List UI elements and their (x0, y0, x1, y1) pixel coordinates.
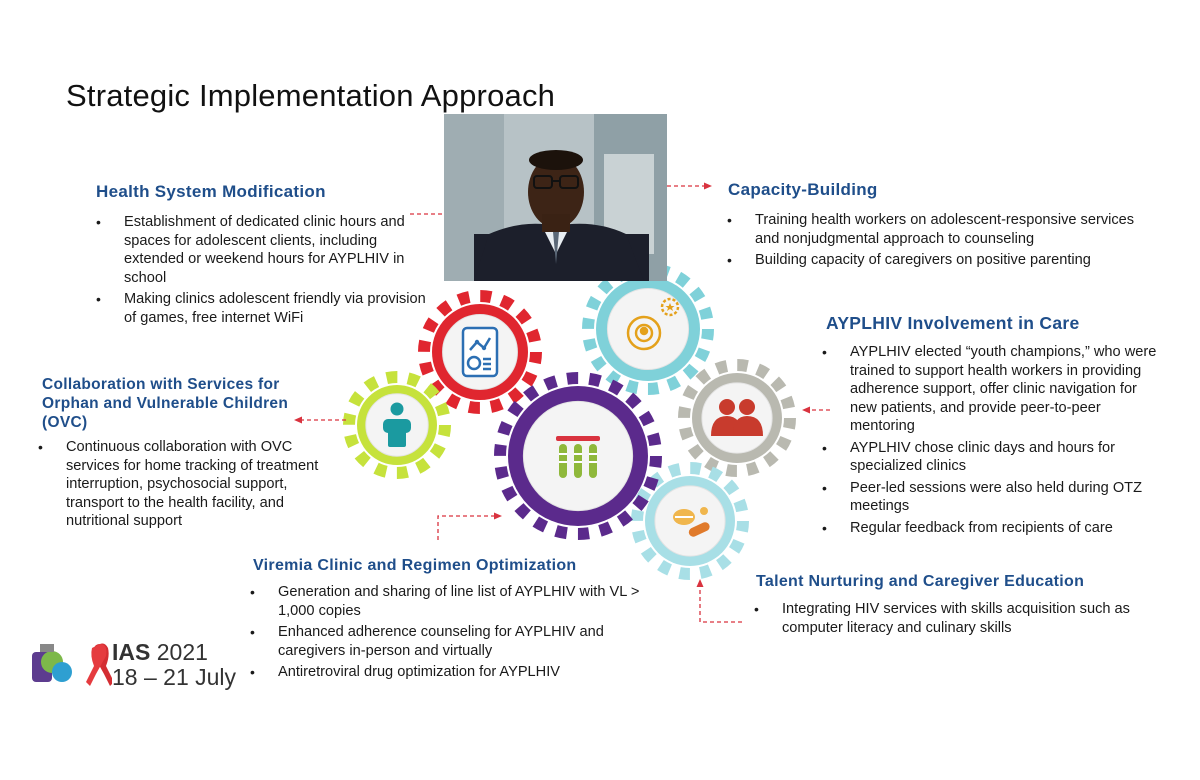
ribbon-icon (86, 644, 112, 687)
connector-vir (438, 516, 497, 540)
heading-health-system-modification: Health System Modification (96, 182, 326, 201)
heading-talent-nurturing: Talent Nurturing and Caregiver Education (756, 573, 1085, 590)
list-item: • Peer-led sessions were also held during OTZ meetings (822, 479, 1166, 516)
list-collaboration-ovc (38, 438, 338, 534)
arrowhead-tal (697, 579, 704, 587)
list-item: • Regular feedback from recipients of care (822, 519, 1166, 538)
arrowhead-inv (802, 407, 810, 414)
heading-collaboration-ovc: Collaboration with Services for Orphan and Vulnerable Children (OVC) (42, 376, 289, 431)
heading-viremia-clinic: Viremia Clinic and Regimen Optimization (253, 557, 577, 574)
arrowhead-cb (704, 183, 712, 190)
speaker-video (444, 114, 667, 281)
list-item: • Establishment of dedicated clinic hours and spaces for adolescent clients, including extended or weekend hours for AYPLHIV in school (96, 213, 430, 287)
gear-grey (684, 365, 790, 471)
list-item: • Antiretroviral drug optimization for AYPLHIV (250, 663, 670, 682)
speaker-image (444, 114, 667, 281)
list-item: • Integrating HIV services with skills acquisition such as computer literacy and culinary skills (754, 600, 1174, 637)
list-item: • Enhanced adherence counseling for AYPLHIV and caregivers in-person and virtually (250, 623, 670, 660)
list-item: • Building capacity of caregivers on positive parenting (727, 251, 1147, 270)
conference-name: IAS (112, 639, 151, 665)
list-ayplhiv-involvement (822, 343, 1166, 540)
list-health-system-modification (96, 213, 430, 330)
conference-label (112, 640, 236, 690)
conference-year: 2021 (156, 639, 208, 665)
connector-tal (700, 583, 742, 622)
list-item: • Continuous collaboration with OVC services for home tracking of treatment interruption, psychosocial support, transport to the health facility, and nutritional support (38, 438, 338, 531)
list-talent-nurturing (754, 600, 1174, 640)
page-title: Strategic Implementation Approach (66, 78, 556, 113)
list-capacity-building (727, 211, 1147, 273)
list-item: • AYPLHIV chose clinic days and hours for specialized clinics (822, 439, 1166, 476)
list-item: • AYPLHIV elected “youth champions,” who were trained to support health workers in providing adherence support, offer clinic navigation for new patients, and provide peer-to-peer mentoring (822, 343, 1166, 436)
heading-capacity-building: Capacity-Building (728, 180, 878, 199)
list-viremia-clinic (250, 583, 670, 685)
chart-document-icon (463, 328, 497, 376)
conference-dates: 18 – 21 July (112, 664, 237, 690)
heading-ayplhiv-involvement: AYPLHIV Involvement in Care (826, 313, 1080, 333)
gear-teal (588, 269, 708, 389)
list-item: • Making clinics adolescent friendly via provision of games, free internet WiFi (96, 290, 430, 327)
conference-logo-icon (32, 640, 112, 690)
arrowhead-vir (494, 513, 502, 520)
list-item: • Training health workers on adolescent-responsive services and nonjudgmental approach to counseling (727, 211, 1147, 248)
list-item: • Generation and sharing of line list of AYPLHIV with VL > 1,000 copies (250, 583, 670, 620)
